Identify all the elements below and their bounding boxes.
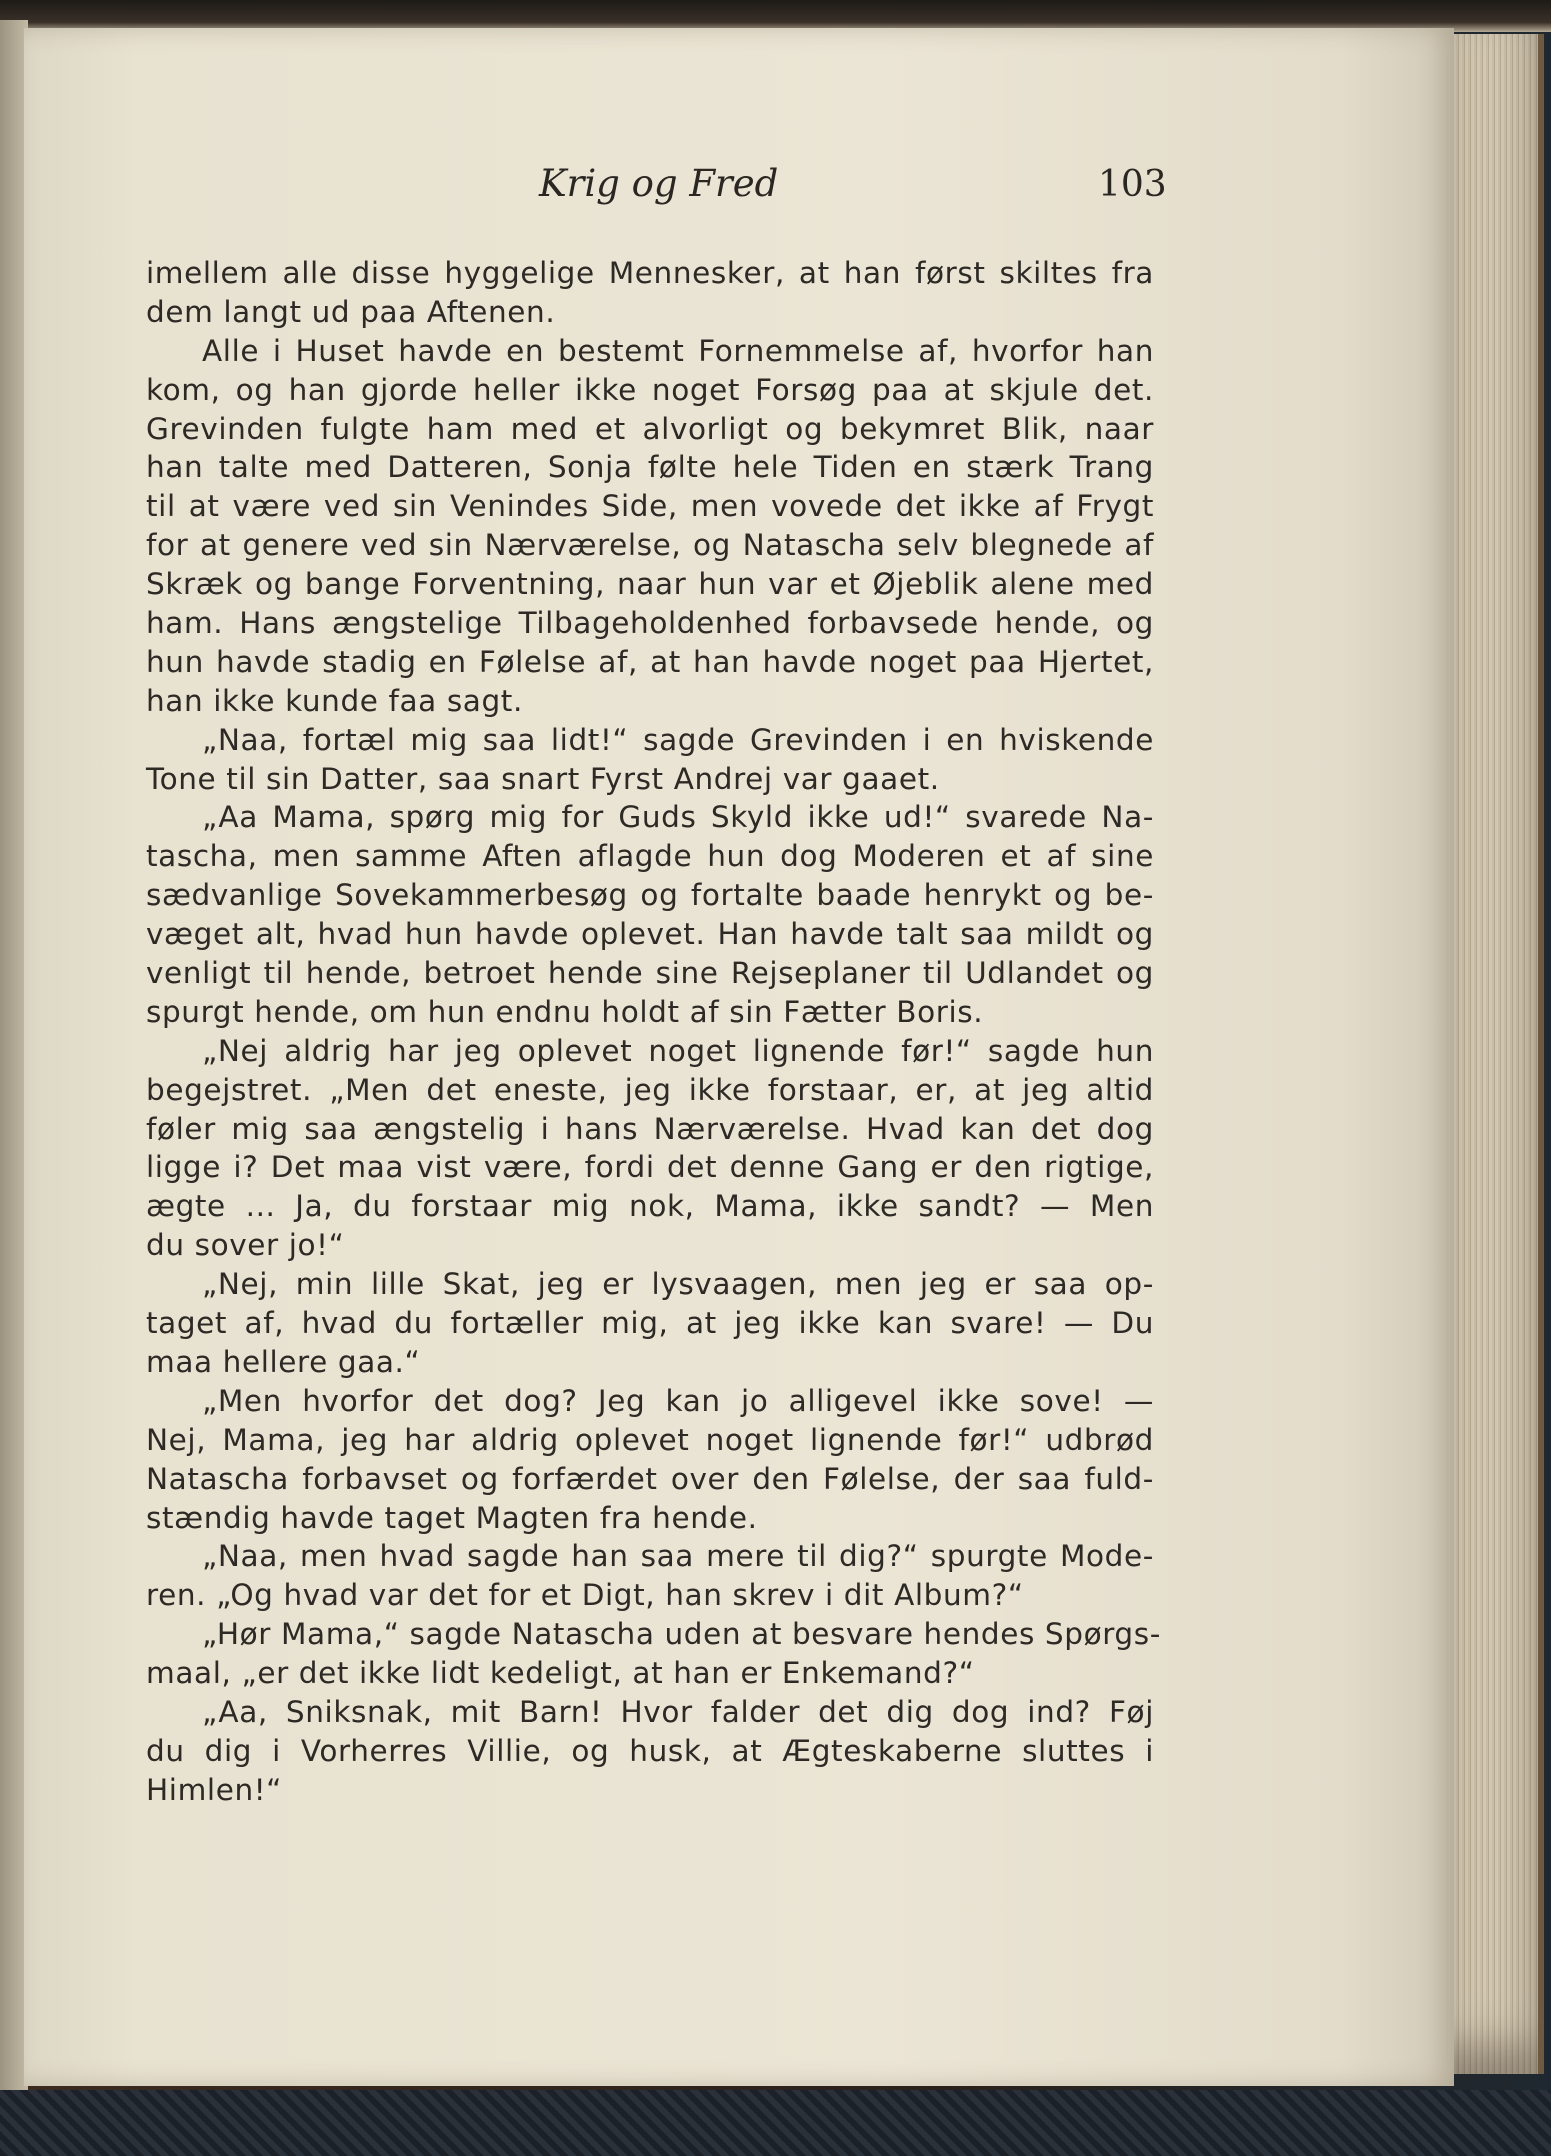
text-line: „Nej, min lille Skat, jeg er lysvaagen, men jeg er saa op- [202,1267,1154,1302]
text-line: maal, „er det ikke lidt kedeligt, at han er Enkemand?“ [146,1656,975,1691]
text-line: han talte med Datteren, Sonja følte hele Tiden en stærk Trang [146,450,1154,485]
text-line: „Men hvorfor det dog? Jeg kan jo alligevel ikke sove! — [202,1383,1154,1418]
text-line: til at være ved sin Venindes Side, men vovede det ikke af Frygt [146,489,1154,524]
text-line: kom, og han gjorde heller ikke noget Forsøg paa at skjule det. [146,372,1154,407]
text-line: „Aa Mama, spørg mig for Guds Skyld ikke ud!“ svarede Na- [202,800,1154,835]
text-line: Skræk og bange Forventning, naar hun var et Øjeblik alene med [146,567,1154,602]
text-line: „Naa, men hvad sagde han saa mere til dig?“ spurgte Mode- [202,1539,1154,1574]
text-line: dem langt ud paa Aftenen. [146,294,556,329]
text-line: begejstret. „Men det eneste, jeg ikke forstaar, er, at jeg altid [146,1072,1154,1107]
text-line: stændig havde taget Magten fra hende. [146,1500,758,1535]
text-line: maa hellere gaa.“ [146,1344,421,1379]
text-line: Himlen!“ [146,1772,283,1807]
text-line: Grevinden fulgte ham med et alvorligt og bekymret Blik, naar [146,411,1154,446]
text-line: hun havde stadig en Følelse af, at han havde noget paa Hjertet, [146,644,1154,679]
body-text [146,254,1161,1810]
text-line: spurgt hende, om hun endnu holdt af sin Fætter Boris. [146,994,984,1029]
text-line: imellem alle disse hyggelige Mennesker, at han først skiltes fra [146,256,1154,290]
text-line: sædvanlige Sovekammerbesøg og fortalte baade henrykt og be- [146,878,1154,913]
text-line: Natascha forbavset og forfærdet over den Følelse, der saa fuld- [146,1461,1154,1496]
text-line: „Naa, fortæl mig saa lidt!“ sagde Grevinden i en hviskende [202,722,1154,757]
text-line: „Aa, Sniksnak, mit Barn! Hvor falder det dig dog ind? Føj [202,1694,1154,1729]
text-line: ægte ... Ja, du forstaar mig nok, Mama, ikke sandt? — Men [146,1189,1154,1224]
text-line: Alle i Huset havde en bestemt Fornemmelse af, hvorfor han [202,333,1154,368]
text-line: taget af, hvad du fortæller mig, at jeg ikke kan svare! — Du [146,1306,1154,1341]
text-line: han ikke kunde faa sagt. [146,683,523,718]
text-line: føler mig saa ængstelig i hans Nærværelse. Hvad kan det dog [146,1111,1154,1146]
text-line: „Nej aldrig har jeg oplevet noget lignende før!“ sagde hun [202,1033,1154,1068]
text-line: ren. „Og hvad var det for et Digt, han skrev i dit Album?“ [146,1578,1024,1613]
text-line: ligge i? Det maa vist være, fordi det denne Gang er den rigtige, [146,1150,1154,1185]
text-line: Nej, Mama, jeg har aldrig oplevet noget lignende før!“ udbrød [146,1422,1154,1457]
text-line: for at genere ved sin Nærværelse, og Natascha selv blegnede af [146,528,1154,563]
text-line: „Hør Mama,“ sagde Natascha uden at besvare hendes Spørgs- [202,1617,1161,1652]
running-title: Krig og Fred [539,162,779,205]
scan-table-surface [0,2090,1551,2156]
text-line: venligt til hende, betroet hende sine Rejseplaner til Udlandet og [146,956,1154,991]
text-line: du sover jo!“ [146,1228,345,1263]
text-line: ham. Hans ængstelige Tilbageholdenhed forbavsede hende, og [146,606,1154,641]
text-line: væget alt, hvad hun havde oplevet. Han havde talt saa mildt og [146,917,1154,952]
text-line: Tone til sin Datter, saa snart Fyrst Andrej var gaaet. [146,761,940,796]
text-line: du dig i Vorherres Villie, og husk, at Ægteskaberne sluttes i [146,1733,1154,1768]
page-number: 103 [1098,164,1167,205]
text-line: tascha, men samme Aften aflagde hun dog Moderen et af sine [146,839,1154,874]
